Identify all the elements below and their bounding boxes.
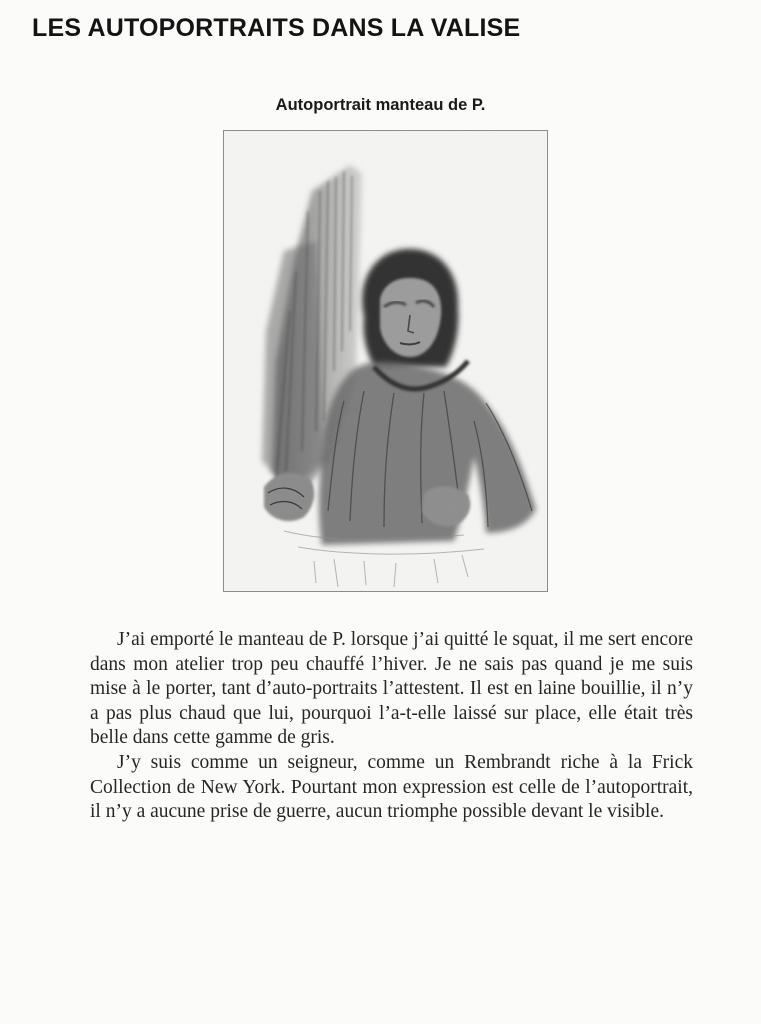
paragraph: J’y suis comme un seigneur, comme un Rembrandt riche à la Frick Collection de New York. Pourtant mon expression est celle de l’autoportrait, il n’y a aucune prise de guerre, aucun triomphe possible devant le visible. (90, 751, 693, 823)
body-text (90, 628, 693, 825)
artwork-frame (223, 130, 548, 592)
charcoal-self-portrait-drawing (224, 131, 547, 591)
section-title: LES AUTOPORTRAITS DANS LA VALISE (32, 14, 521, 42)
figure-caption: Autoportrait manteau de P. (275, 96, 486, 114)
paragraph: J’ai emporté le manteau de P. lorsque j’ai quitté le squat, il me sert encore dans mon atelier trop peu chauffé l’hiver. Je ne sais pas quand je me suis mise à le porter, tant d’auto-portraits l’attestent. Il est en laine bouillie, il n’y a pas plus chaud que lui, pourquoi l’a-t-elle laissé sur place, elle était très belle dans cette gamme de gris. (90, 629, 693, 749)
